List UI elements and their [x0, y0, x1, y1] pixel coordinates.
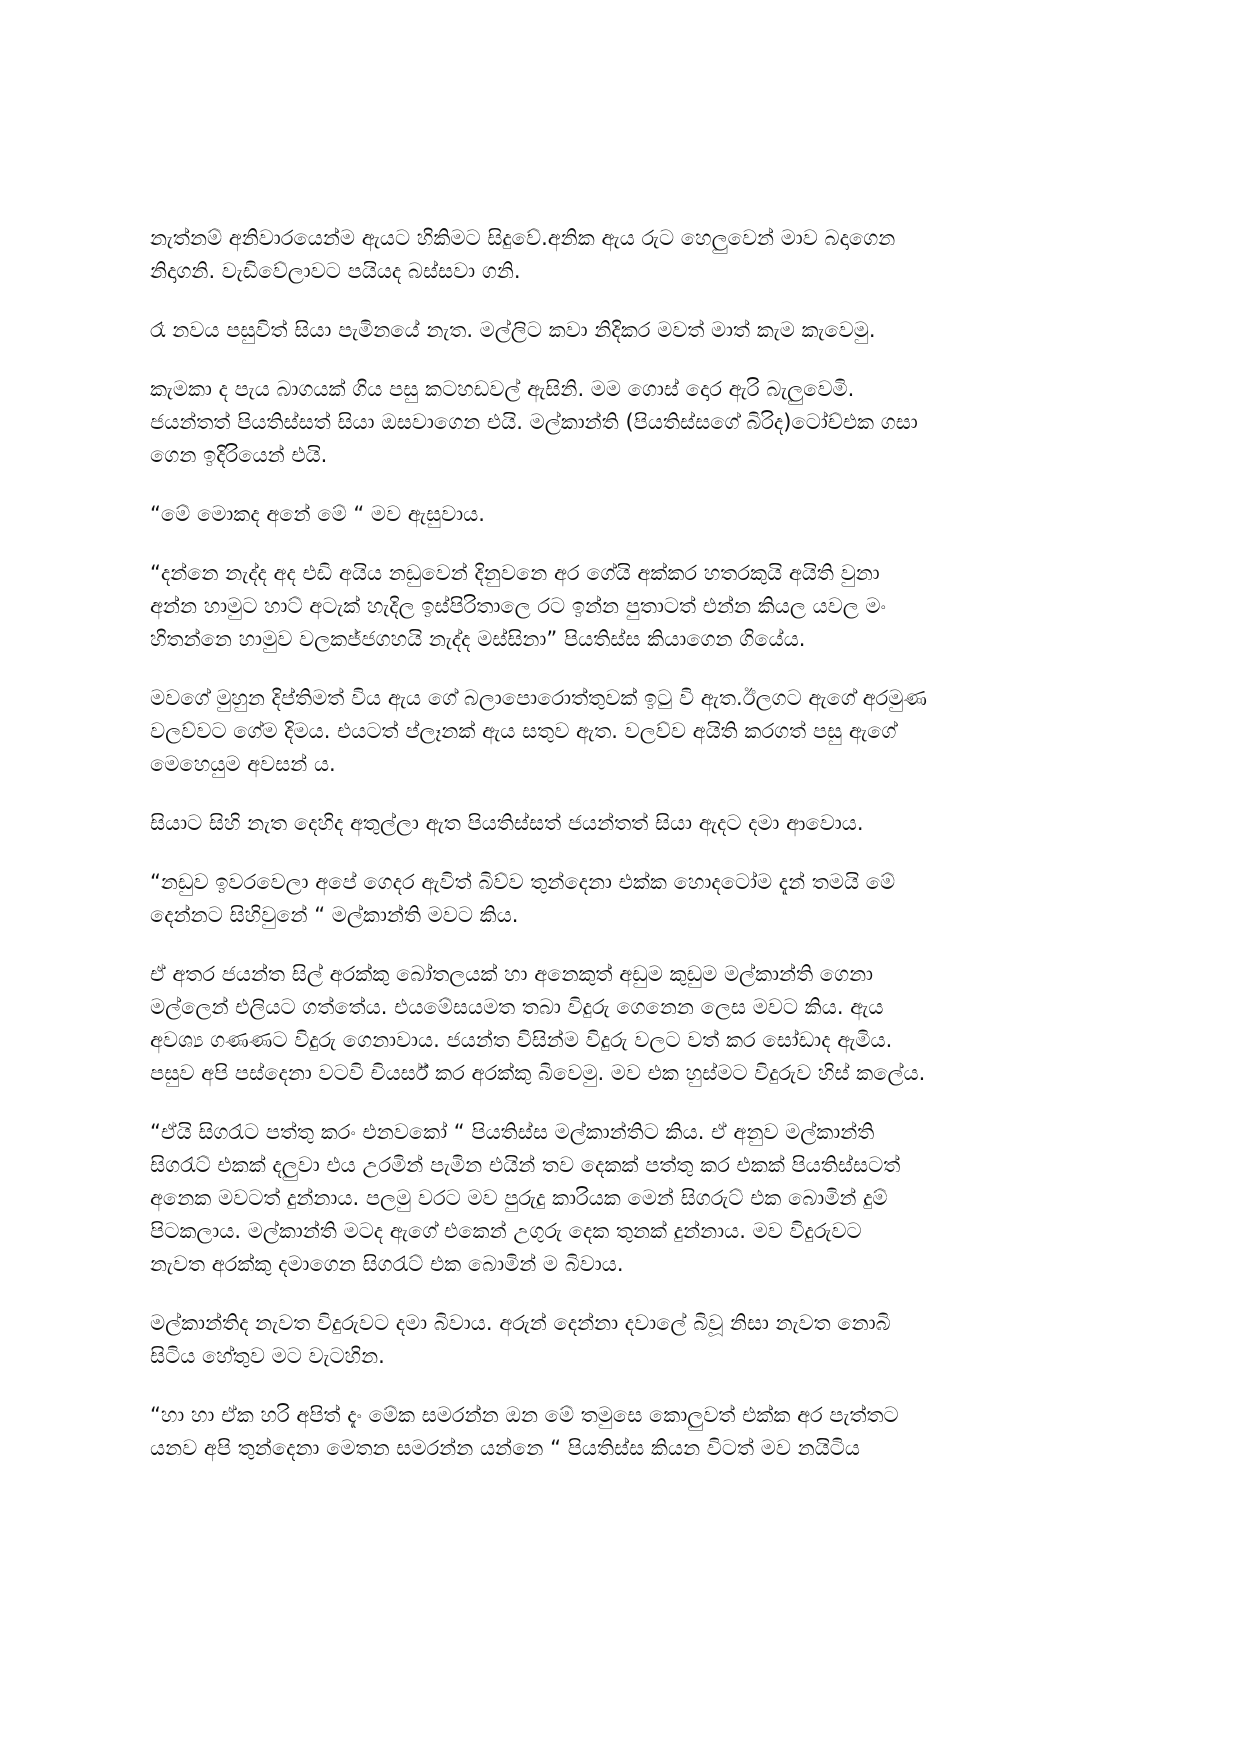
text-line: යනව අපි තුන්දෙනා මෙතන සමරන්න යන්නෙ “ පියතිස්ස කියන විටත් මව නයිටිය — [150, 1436, 860, 1460]
text-line: නිදාගනි. වැඩිවේලාවට පයියද බස්සවා ගනි. — [150, 259, 521, 283]
paragraph-3 — [150, 373, 1100, 472]
text-line: ජයන්තත් පියතිස්සත් සියා ඔසවාගෙන එයි. මල්කාන්ති (පියතිස්සගේ බිරිද)ටෝච්එක ගසා — [150, 410, 918, 434]
paragraph-5 — [150, 557, 1100, 656]
text-line: වලව්වට ගේම දිමය. එයටත් ප්ලෑනක් ඇය සතුව ඇත. වලව්ව අයිති කරගත් පසු ඇගේ — [150, 719, 897, 743]
document-page — [150, 222, 1100, 1491]
text-line: “ඒයි සිගරැට පත්තු කරං එනවකෝ “ පියතිස්ස මල්කාන්තිට කිය. ඒ අනුව මල්කාන්ති — [150, 1120, 875, 1144]
text-line: ඒ අතර ජයන්ත සිල් අරක්කු බෝතලයක් හා අනෙකුත් අඩුම කුඩුම මල්කාන්ති ගෙනා — [150, 962, 874, 986]
paragraph-1 — [150, 222, 1100, 288]
text-line: මල්කාන්තිද නැවත විදුරුවට දමා බිවාය. අරුන් දෙන්නා දවාලේ බිවූ නිසා නැවත නොබි — [150, 1311, 891, 1335]
paragraph-8 — [150, 866, 1100, 932]
paragraph-6 — [150, 682, 1100, 781]
paragraph-7 — [150, 807, 1100, 840]
text-line: අවශ්‍ය ගණණට විදුරු ගෙනාවාය. ජයන්ත විසින්ම විදුරු වලට වත් කර සෝඩාද ඇමිය. — [150, 1028, 893, 1052]
text-line: සිගරැට් එකක් දලුවා එය උරමින් පැමින එයින් තව දෙකක් පත්තු කර එකක් පියතිස්සටත් — [150, 1153, 901, 1177]
text-line: සියාට සිහි නැත දෙහිද අතුල්ලා ඇත පියතිස්සත් ජයන්තත් සියා ඇදට දමා ආවොය. — [150, 811, 864, 835]
paragraph-4 — [150, 498, 1100, 531]
paragraph-10 — [150, 1116, 1100, 1281]
text-line: සිටිය හේතුව මට වැටහින. — [150, 1344, 385, 1368]
text-line: රෑ නවය පසුවිත් සියා පැමිනයේ නැත. මල්ලිට කවා නිදිකර මවත් මාත් කැම කැවෙමු. — [150, 318, 876, 342]
text-line: “හා හා ඒක හරි අපිත් දැං මේක සමරන්න ඔන මේ තමුසෙ කොලුවත් එක්ක අර පැත්තට — [150, 1403, 899, 1427]
text-line: කැමකා ද පැය බාගයක් ගිය පසු කටහඩවල් ඇසිනි. මම ගොස් දොර ඇරි බැලුවෙමි. — [150, 377, 855, 401]
paragraph-12 — [150, 1399, 1100, 1465]
text-line: පසුව අපි පස්දෙනා වටවි චියර්ස් කර අරක්කු බිවෙමු. මව එක හුස්මට විදුරුව හිස් කලේය. — [150, 1061, 926, 1085]
text-line: අනෙක මවටත් දුන්නාය. පලමු වරට මව පුරුදු කාරියක මෙන් සිගරුට් එක බොමින් දුම් — [150, 1186, 888, 1210]
text-line: මවගේ මුහුන දිප්තිමත් විය ඇය ගේ බලාපොරොත්තුවක් ඉටු වි ඇත.ඊලගට ඇගේ අරමුණ — [150, 686, 927, 710]
text-line: “නඩුව ඉවරවෙලා අපේ ගෙදර ඇවිත් බිව්ව තුන්දෙනා එක්ක හොදටෝම දැන් තමයි මේ — [150, 870, 896, 894]
text-line: “මේ මොකද අනේ මේ “ මව ඇසුවාය. — [150, 502, 485, 526]
text-line: “දන්නෙ නැද්ද අද එඩි අයිය නඩුවෙන් දිනුවනෙ අර ගේයි අක්කර හතරකුයි අයිති වුනා — [150, 561, 880, 585]
paragraph-2 — [150, 314, 1100, 347]
text-line: පිටකලාය. මල්කාන්ති මටද ඇගේ එකෙන් උගුරු දෙක තුනක් දුන්නාය. මව විදුරුවට — [150, 1219, 862, 1243]
paragraph-11 — [150, 1307, 1100, 1373]
text-line: නැවත අරක්කු දමාගෙන සිගරැට් එක බොමින් ම බිවාය. — [150, 1252, 624, 1276]
text-line: දෙන්නට සිහිවුනේ “ මල්කාන්ති මවට කිය. — [150, 903, 519, 927]
text-line: මල්ලෙන් එලියට ගත්තේය. එයමේසයමත තබා විදුරු ගෙනෙන ලෙස මවට කිය. ඇය — [150, 995, 884, 1019]
paragraph-9 — [150, 958, 1100, 1090]
text-line: අන්න හාමුට හාට් අටැක් හැදිල ඉස්පිරිතාලෙ රට ඉන්න පුතාටත් එන්න කියල යවල මං — [150, 594, 886, 618]
text-line: ගෙන ඉදිරියෙන් එයි. — [150, 443, 328, 467]
text-line: මෙහෙයුම අවසන් ය. — [150, 752, 336, 776]
text-line: නැත්නම් අනිවාරයෙන්ම ඇයට හිකිමට සිදුවේ.අනික ඇය රුට හෙලුවෙන් මාව බදාගෙන — [150, 226, 896, 250]
text-line: හිතන්නෙ හාමුව වලකජ්ජගහයි නැද්ද මස්සිනා” පියතිස්ස කියාගෙන ගියේය. — [150, 627, 806, 651]
